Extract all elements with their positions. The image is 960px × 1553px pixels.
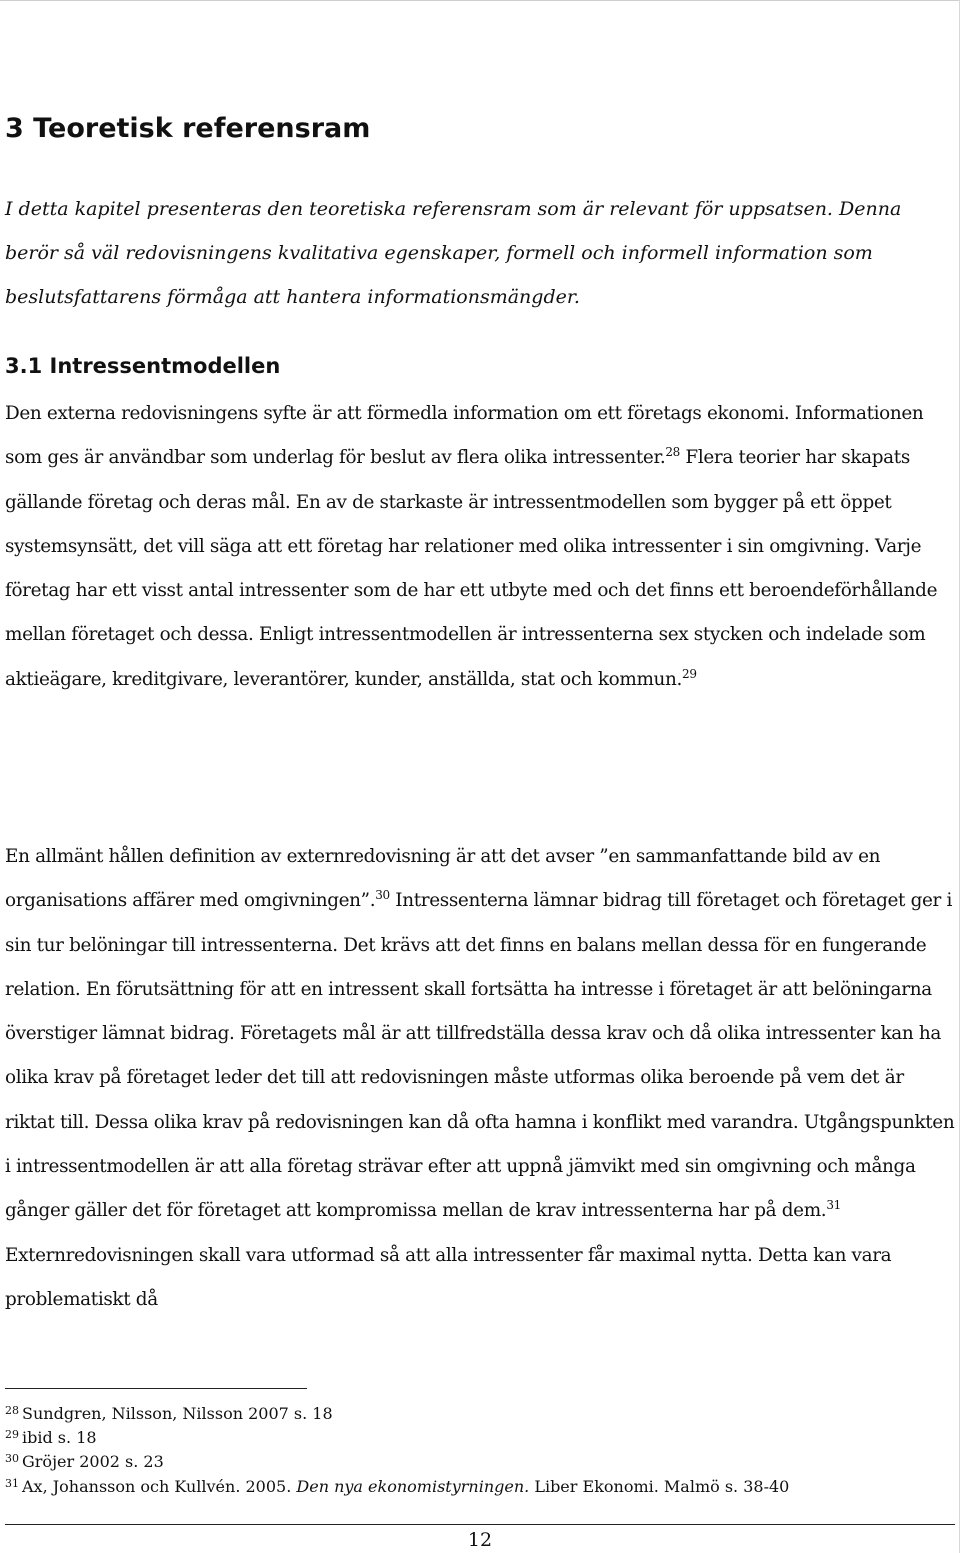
footnote-separator: [5, 1388, 307, 1389]
footnote-ref-29[interactable]: 29: [682, 666, 697, 681]
chapter-intro: I detta kapitel presenteras den teoretiska referensram som är relevant för uppsatsen. Denna berör så väl redovisningens kvalitativa egenskaper, formell och informell information som beslutsfattarens förmåga att hantera informationsmängder.: [5, 198, 902, 308]
footnote-number: 29: [5, 1428, 19, 1442]
paragraph-1-text-a: Den externa redovisningens syfte är att förmedla information om ett företags ekonomi. Informationen som ges är användbar som underlag för beslut av flera olika intressenter.: [5, 403, 924, 469]
footnote-item: [5, 1426, 955, 1450]
paragraph-2-text-b: Intressenterna lämnar bidrag till företaget och företaget ger i sin tur belöningar till intressenterna. Det krävs att det finns en balans mellan dessa för en fungerande relation. En förutsättning för att en intressent skall fortsätta ha intresse i företaget är att belöningarna överstiger lämnat bidrag. Företagets mål är att tillfredställa dessa krav och då olika intressenter kan ha olika krav på företaget leder det till att redovisningen måste utformas olika beroende på vem det är riktat till. Dessa olika krav på redovisningen kan då ofta hamna i konflikt med varandra. Utgångspunkten i intressentmodellen är att alla företag strävar efter att uppnå jämvikt med sin omgivning och många gånger gäller det för företaget att kompromissa mellan de krav intressenterna har på dem.: [5, 890, 955, 1222]
footnote-text: Sundgren, Nilsson, Nilsson 2007 s. 18: [22, 1404, 333, 1423]
footnote-text-rest: Liber Ekonomi. Malmö s. 38-40: [529, 1476, 790, 1496]
footnote-ref-31[interactable]: 31: [826, 1198, 841, 1213]
footnote-item: [5, 1475, 955, 1499]
paragraph-2-text-a: En allmänt hållen definition av externredovisning är att det avser ”en sammanfattande bild av en organisations affärer med omgivningen”.: [5, 846, 881, 912]
footnote-text: Gröjer 2002 s. 23: [22, 1452, 164, 1472]
footnote-number: 30: [5, 1452, 19, 1466]
paragraph-2: [5, 835, 957, 1322]
page-footer-rule: [5, 1524, 955, 1525]
footnote-number: 28: [5, 1404, 19, 1417]
footnote-ref-30[interactable]: 30: [375, 888, 390, 903]
page-top-border: [0, 0, 960, 1]
footnote-item: [5, 1402, 955, 1426]
footnote-list: [5, 1402, 955, 1499]
chapter-heading: 3 Teoretisk referensram: [5, 113, 371, 144]
section-heading: 3.1 Intressentmodellen: [5, 354, 281, 378]
paragraph-1-text-b: Flera teorier har skapats gällande företag och deras mål. En av de starkaste är intressentmodellen som bygger på ett öppet systemsynsätt, det vill säga att ett företag har relationer med olika intressenter i sin omgivning. Varje företag har ett visst antal intressenter som de har ett utbyte med och det finns ett beroendeförhållande mellan företaget och dessa. Enligt intressentmodellen är intressenterna sex stycken och indelade som aktieägare, kreditgivare, leverantörer, kunder, anställda, stat och kommun.: [5, 447, 938, 690]
paragraph-2-text-c: Externredovisningen skall vara utformad så att alla intressenter får maximal nytta. Detta kan vara problematiskt då: [5, 1244, 892, 1310]
page-number: 12: [467, 1529, 493, 1551]
footnote-text: ibid s. 18: [22, 1428, 97, 1448]
footnote-book-title: Den nya ekonomistyrningen.: [296, 1476, 530, 1496]
footnote-item: [5, 1450, 955, 1474]
footnote-number: 31: [5, 1476, 19, 1490]
footnote-ref-28[interactable]: 28: [665, 445, 680, 460]
paragraph-1: [5, 392, 957, 702]
footnote-text: Ax, Johansson och Kullvén. 2005.: [22, 1476, 297, 1496]
